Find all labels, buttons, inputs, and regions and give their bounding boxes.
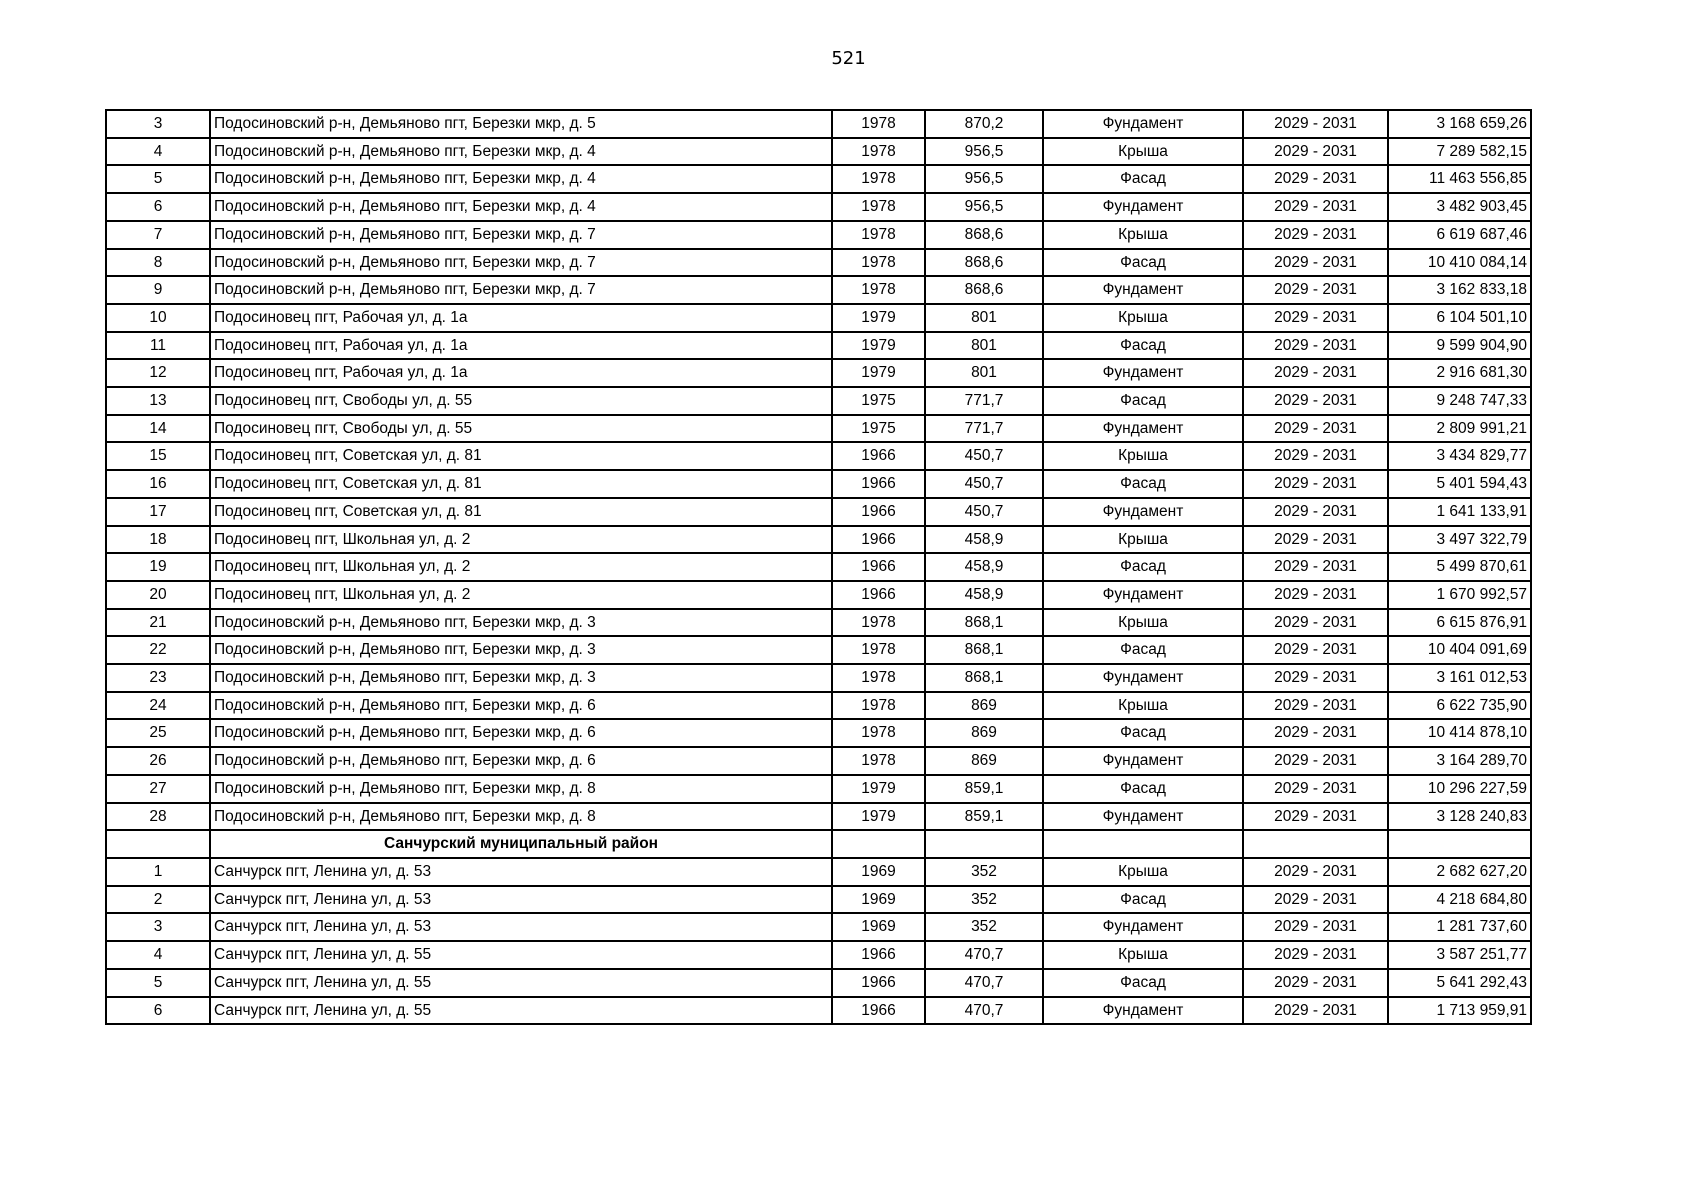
cost-cell: 6 622 735,90 (1388, 692, 1531, 720)
address-cell: Подосиновский р-н, Демьяново пгт, Березки мкр, д. 7 (210, 276, 832, 304)
cost-cell: 3 434 829,77 (1388, 442, 1531, 470)
table-row (106, 581, 1531, 609)
row-number-cell: 22 (106, 636, 210, 664)
address-cell: Подосиновец пгт, Рабочая ул, д. 1а (210, 359, 832, 387)
year-cell: 1966 (832, 526, 925, 554)
period-cell: 2029 - 2031 (1243, 553, 1388, 581)
address-cell: Подосиновский р-н, Демьяново пгт, Березки мкр, д. 4 (210, 193, 832, 221)
period-cell: 2029 - 2031 (1243, 886, 1388, 914)
year-cell: 1978 (832, 165, 925, 193)
year-cell: 1975 (832, 387, 925, 415)
year-cell: 1966 (832, 442, 925, 470)
row-number-cell: 12 (106, 359, 210, 387)
period-cell: 2029 - 2031 (1243, 526, 1388, 554)
work-type-cell: Крыша (1043, 304, 1243, 332)
period-cell: 2029 - 2031 (1243, 138, 1388, 166)
period-cell: 2029 - 2031 (1243, 332, 1388, 360)
table-row (106, 941, 1531, 969)
cost-cell: 2 916 681,30 (1388, 359, 1531, 387)
row-number-cell: 17 (106, 498, 210, 526)
row-number-cell: 3 (106, 913, 210, 941)
area-cell: 859,1 (925, 803, 1043, 831)
period-cell: 2029 - 2031 (1243, 581, 1388, 609)
table-row (106, 858, 1531, 886)
area-cell: 771,7 (925, 387, 1043, 415)
address-cell: Санчурск пгт, Ленина ул, д. 53 (210, 913, 832, 941)
table-row (106, 803, 1531, 831)
period-cell: 2029 - 2031 (1243, 636, 1388, 664)
work-type-cell: Фундамент (1043, 803, 1243, 831)
table-row (106, 664, 1531, 692)
cost-cell: 5 499 870,61 (1388, 553, 1531, 581)
period-cell: 2029 - 2031 (1243, 692, 1388, 720)
work-type-cell: Фундамент (1043, 276, 1243, 304)
address-cell: Подосиновец пгт, Свободы ул, д. 55 (210, 415, 832, 443)
cost-cell: 3 128 240,83 (1388, 803, 1531, 831)
work-type-cell: Фасад (1043, 387, 1243, 415)
area-cell: 868,1 (925, 609, 1043, 637)
period-cell: 2029 - 2031 (1243, 803, 1388, 831)
work-type-cell: Фундамент (1043, 664, 1243, 692)
row-number-cell: 13 (106, 387, 210, 415)
cost-cell: 3 587 251,77 (1388, 941, 1531, 969)
row-number-cell: 26 (106, 747, 210, 775)
row-number-cell: 3 (106, 110, 210, 138)
year-cell: 1978 (832, 193, 925, 221)
period-cell: 2029 - 2031 (1243, 498, 1388, 526)
address-cell: Подосиновец пгт, Советская ул, д. 81 (210, 498, 832, 526)
cost-cell: 4 218 684,80 (1388, 886, 1531, 914)
year-cell: 1978 (832, 110, 925, 138)
cost-cell: 2 682 627,20 (1388, 858, 1531, 886)
row-number-cell: 2 (106, 886, 210, 914)
period-cell: 2029 - 2031 (1243, 249, 1388, 277)
work-type-cell: Крыша (1043, 858, 1243, 886)
row-number-cell: 11 (106, 332, 210, 360)
year-cell: 1978 (832, 692, 925, 720)
area-cell: 450,7 (925, 442, 1043, 470)
table-row (106, 609, 1531, 637)
address-cell: Подосиновский р-н, Демьяново пгт, Березки мкр, д. 5 (210, 110, 832, 138)
year-cell: 1966 (832, 941, 925, 969)
table-row (106, 138, 1531, 166)
period-cell: 2029 - 2031 (1243, 913, 1388, 941)
year-cell: 1979 (832, 775, 925, 803)
cost-cell: 11 463 556,85 (1388, 165, 1531, 193)
year-cell: 1975 (832, 415, 925, 443)
work-type-cell: Крыша (1043, 221, 1243, 249)
address-cell: Подосиновец пгт, Свободы ул, д. 55 (210, 387, 832, 415)
cost-cell: 9 248 747,33 (1388, 387, 1531, 415)
cost-cell: 10 410 084,14 (1388, 249, 1531, 277)
year-cell: 1969 (832, 858, 925, 886)
row-number-cell (106, 830, 210, 858)
row-number-cell: 1 (106, 858, 210, 886)
cost-cell: 3 482 903,45 (1388, 193, 1531, 221)
row-number-cell: 16 (106, 470, 210, 498)
row-number-cell: 25 (106, 719, 210, 747)
row-number-cell: 4 (106, 138, 210, 166)
cost-cell: 6 619 687,46 (1388, 221, 1531, 249)
year-cell: 1966 (832, 997, 925, 1025)
table-row (106, 692, 1531, 720)
address-cell: Подосиновец пгт, Рабочая ул, д. 1а (210, 304, 832, 332)
area-cell: 771,7 (925, 415, 1043, 443)
row-number-cell: 4 (106, 941, 210, 969)
work-type-cell: Фасад (1043, 719, 1243, 747)
year-cell: 1978 (832, 609, 925, 637)
year-cell: 1969 (832, 886, 925, 914)
table-row (106, 636, 1531, 664)
table-row (106, 332, 1531, 360)
year-cell: 1978 (832, 664, 925, 692)
cost-cell: 7 289 582,15 (1388, 138, 1531, 166)
year-cell (832, 830, 925, 858)
cost-cell: 2 809 991,21 (1388, 415, 1531, 443)
table-row (106, 969, 1531, 997)
work-type-cell: Крыша (1043, 609, 1243, 637)
address-cell: Подосиновский р-н, Демьяново пгт, Березки мкр, д. 4 (210, 138, 832, 166)
cost-cell: 3 161 012,53 (1388, 664, 1531, 692)
cost-cell: 3 497 322,79 (1388, 526, 1531, 554)
area-cell: 869 (925, 692, 1043, 720)
period-cell: 2029 - 2031 (1243, 858, 1388, 886)
row-number-cell: 28 (106, 803, 210, 831)
year-cell: 1978 (832, 719, 925, 747)
row-number-cell: 14 (106, 415, 210, 443)
address-cell: Подосиновец пгт, Школьная ул, д. 2 (210, 526, 832, 554)
table-body (106, 110, 1531, 1024)
work-type-cell: Фундамент (1043, 997, 1243, 1025)
cost-cell: 1 713 959,91 (1388, 997, 1531, 1025)
row-number-cell: 21 (106, 609, 210, 637)
table-row (106, 553, 1531, 581)
area-cell: 801 (925, 304, 1043, 332)
year-cell: 1978 (832, 138, 925, 166)
area-cell: 956,5 (925, 165, 1043, 193)
row-number-cell: 6 (106, 193, 210, 221)
period-cell: 2029 - 2031 (1243, 470, 1388, 498)
address-cell: Подосиновец пгт, Советская ул, д. 81 (210, 442, 832, 470)
section-header-row (106, 830, 1531, 858)
area-cell (925, 830, 1043, 858)
cost-cell: 9 599 904,90 (1388, 332, 1531, 360)
year-cell: 1979 (832, 803, 925, 831)
period-cell: 2029 - 2031 (1243, 719, 1388, 747)
address-cell: Подосиновский р-н, Демьяново пгт, Березки мкр, д. 7 (210, 249, 832, 277)
table-row (106, 110, 1531, 138)
area-cell: 868,6 (925, 221, 1043, 249)
period-cell: 2029 - 2031 (1243, 997, 1388, 1025)
period-cell: 2029 - 2031 (1243, 941, 1388, 969)
year-cell: 1969 (832, 913, 925, 941)
cost-cell: 10 296 227,59 (1388, 775, 1531, 803)
period-cell: 2029 - 2031 (1243, 110, 1388, 138)
period-cell: 2029 - 2031 (1243, 304, 1388, 332)
table-row (106, 997, 1531, 1025)
table-row (106, 442, 1531, 470)
work-type-cell: Фундамент (1043, 110, 1243, 138)
work-type-cell: Фундамент (1043, 581, 1243, 609)
year-cell: 1978 (832, 249, 925, 277)
table-row (106, 304, 1531, 332)
work-type-cell: Фундамент (1043, 193, 1243, 221)
year-cell: 1978 (832, 276, 925, 304)
year-cell: 1978 (832, 636, 925, 664)
year-cell: 1978 (832, 221, 925, 249)
period-cell (1243, 830, 1388, 858)
table-row (106, 359, 1531, 387)
work-type-cell: Фасад (1043, 249, 1243, 277)
area-cell: 470,7 (925, 997, 1043, 1025)
period-cell: 2029 - 2031 (1243, 775, 1388, 803)
address-cell: Подосиновский р-н, Демьяново пгт, Березки мкр, д. 7 (210, 221, 832, 249)
table-row (106, 165, 1531, 193)
repair-schedule-table (105, 109, 1532, 1025)
work-type-cell: Фундамент (1043, 359, 1243, 387)
year-cell: 1966 (832, 969, 925, 997)
work-type-cell: Фундамент (1043, 747, 1243, 775)
address-cell: Подосиновец пгт, Школьная ул, д. 2 (210, 553, 832, 581)
period-cell: 2029 - 2031 (1243, 442, 1388, 470)
area-cell: 859,1 (925, 775, 1043, 803)
area-cell: 470,7 (925, 941, 1043, 969)
cost-cell: 6 104 501,10 (1388, 304, 1531, 332)
address-cell: Санчурск пгт, Ленина ул, д. 55 (210, 997, 832, 1025)
row-number-cell: 6 (106, 997, 210, 1025)
work-type-cell: Крыша (1043, 692, 1243, 720)
cost-cell: 1 670 992,57 (1388, 581, 1531, 609)
area-cell: 458,9 (925, 553, 1043, 581)
table-row (106, 249, 1531, 277)
work-type-cell: Крыша (1043, 138, 1243, 166)
row-number-cell: 5 (106, 969, 210, 997)
cost-cell: 5 401 594,43 (1388, 470, 1531, 498)
row-number-cell: 20 (106, 581, 210, 609)
area-cell: 352 (925, 858, 1043, 886)
row-number-cell: 24 (106, 692, 210, 720)
cost-cell (1388, 830, 1531, 858)
cost-cell: 3 162 833,18 (1388, 276, 1531, 304)
work-type-cell: Крыша (1043, 941, 1243, 969)
area-cell: 956,5 (925, 138, 1043, 166)
table-row (106, 775, 1531, 803)
address-cell: Санчурск пгт, Ленина ул, д. 53 (210, 886, 832, 914)
area-cell: 801 (925, 359, 1043, 387)
table-row (106, 498, 1531, 526)
row-number-cell: 23 (106, 664, 210, 692)
area-cell: 458,9 (925, 526, 1043, 554)
area-cell: 450,7 (925, 498, 1043, 526)
area-cell: 869 (925, 747, 1043, 775)
year-cell: 1979 (832, 359, 925, 387)
work-type-cell: Фасад (1043, 332, 1243, 360)
area-cell: 956,5 (925, 193, 1043, 221)
cost-cell: 3 168 659,26 (1388, 110, 1531, 138)
period-cell: 2029 - 2031 (1243, 276, 1388, 304)
area-cell: 868,6 (925, 249, 1043, 277)
work-type-cell: Фасад (1043, 969, 1243, 997)
year-cell: 1966 (832, 553, 925, 581)
row-number-cell: 10 (106, 304, 210, 332)
table-row (106, 719, 1531, 747)
year-cell: 1966 (832, 498, 925, 526)
area-cell: 352 (925, 913, 1043, 941)
cost-cell: 10 414 878,10 (1388, 719, 1531, 747)
table-row (106, 886, 1531, 914)
table-row (106, 193, 1531, 221)
work-type-cell: Фасад (1043, 886, 1243, 914)
area-cell: 869 (925, 719, 1043, 747)
year-cell: 1978 (832, 747, 925, 775)
work-type-cell: Фасад (1043, 636, 1243, 664)
period-cell: 2029 - 2031 (1243, 387, 1388, 415)
work-type-cell: Фасад (1043, 775, 1243, 803)
address-cell: Подосиновский р-н, Демьяново пгт, Березки мкр, д. 3 (210, 664, 832, 692)
section-title: Санчурский муниципальный район (210, 830, 832, 858)
address-cell: Подосиновский р-н, Демьяново пгт, Березки мкр, д. 6 (210, 719, 832, 747)
address-cell: Санчурск пгт, Ленина ул, д. 55 (210, 969, 832, 997)
area-cell: 470,7 (925, 969, 1043, 997)
year-cell: 1979 (832, 304, 925, 332)
address-cell: Санчурск пгт, Ленина ул, д. 53 (210, 858, 832, 886)
area-cell: 868,1 (925, 636, 1043, 664)
area-cell: 870,2 (925, 110, 1043, 138)
year-cell: 1979 (832, 332, 925, 360)
page-number: 521 (831, 48, 866, 69)
period-cell: 2029 - 2031 (1243, 747, 1388, 775)
work-type-cell: Фасад (1043, 553, 1243, 581)
period-cell: 2029 - 2031 (1243, 415, 1388, 443)
period-cell: 2029 - 2031 (1243, 969, 1388, 997)
address-cell: Подосиновский р-н, Демьяново пгт, Березки мкр, д. 4 (210, 165, 832, 193)
address-cell: Подосиновский р-н, Демьяново пгт, Березки мкр, д. 3 (210, 609, 832, 637)
cost-cell: 5 641 292,43 (1388, 969, 1531, 997)
table-row (106, 470, 1531, 498)
table-row (106, 415, 1531, 443)
address-cell: Подосиновский р-н, Демьяново пгт, Березки мкр, д. 8 (210, 803, 832, 831)
area-cell: 868,1 (925, 664, 1043, 692)
area-cell: 868,6 (925, 276, 1043, 304)
period-cell: 2029 - 2031 (1243, 193, 1388, 221)
address-cell: Подосиновский р-н, Демьяново пгт, Березки мкр, д. 3 (210, 636, 832, 664)
year-cell: 1966 (832, 581, 925, 609)
work-type-cell: Фасад (1043, 165, 1243, 193)
period-cell: 2029 - 2031 (1243, 165, 1388, 193)
period-cell: 2029 - 2031 (1243, 664, 1388, 692)
row-number-cell: 18 (106, 526, 210, 554)
address-cell: Подосиновец пгт, Советская ул, д. 81 (210, 470, 832, 498)
table-row (106, 747, 1531, 775)
address-cell: Подосиновец пгт, Школьная ул, д. 2 (210, 581, 832, 609)
work-type-cell: Крыша (1043, 442, 1243, 470)
table-row (106, 276, 1531, 304)
cost-cell: 1 641 133,91 (1388, 498, 1531, 526)
area-cell: 450,7 (925, 470, 1043, 498)
address-cell: Подосиновский р-н, Демьяново пгт, Березки мкр, д. 8 (210, 775, 832, 803)
period-cell: 2029 - 2031 (1243, 221, 1388, 249)
table-row (106, 526, 1531, 554)
area-cell: 352 (925, 886, 1043, 914)
table-row (106, 221, 1531, 249)
work-type-cell: Фасад (1043, 470, 1243, 498)
table-row (106, 913, 1531, 941)
row-number-cell: 27 (106, 775, 210, 803)
cost-cell: 1 281 737,60 (1388, 913, 1531, 941)
period-cell: 2029 - 2031 (1243, 359, 1388, 387)
address-cell: Подосиновский р-н, Демьяново пгт, Березки мкр, д. 6 (210, 747, 832, 775)
work-type-cell: Фундамент (1043, 498, 1243, 526)
address-cell: Подосиновский р-н, Демьяново пгт, Березки мкр, д. 6 (210, 692, 832, 720)
work-type-cell: Фундамент (1043, 913, 1243, 941)
address-cell: Санчурск пгт, Ленина ул, д. 55 (210, 941, 832, 969)
area-cell: 801 (925, 332, 1043, 360)
row-number-cell: 7 (106, 221, 210, 249)
year-cell: 1966 (832, 470, 925, 498)
row-number-cell: 9 (106, 276, 210, 304)
row-number-cell: 5 (106, 165, 210, 193)
cost-cell: 3 164 289,70 (1388, 747, 1531, 775)
address-cell: Подосиновец пгт, Рабочая ул, д. 1а (210, 332, 832, 360)
work-type-cell: Фундамент (1043, 415, 1243, 443)
work-type-cell (1043, 830, 1243, 858)
work-type-cell: Крыша (1043, 526, 1243, 554)
period-cell: 2029 - 2031 (1243, 609, 1388, 637)
area-cell: 458,9 (925, 581, 1043, 609)
cost-cell: 6 615 876,91 (1388, 609, 1531, 637)
table-row (106, 387, 1531, 415)
cost-cell: 10 404 091,69 (1388, 636, 1531, 664)
row-number-cell: 19 (106, 553, 210, 581)
row-number-cell: 8 (106, 249, 210, 277)
row-number-cell: 15 (106, 442, 210, 470)
